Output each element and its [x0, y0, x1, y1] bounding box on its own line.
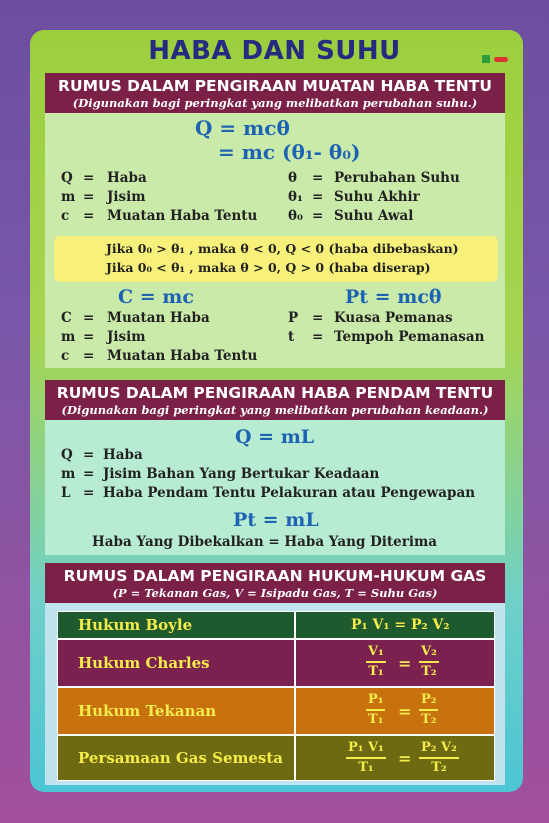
publisher-logo — [482, 55, 512, 69]
section2-eq2: Pt = mL — [233, 509, 319, 531]
var-desc: Haba — [107, 170, 147, 186]
equals-sign: = — [312, 208, 324, 224]
var-desc: Haba Pendam Tentu Pelakuran atau Pengewapan — [103, 485, 476, 501]
section3-subheading: (P = Tekanan Gas, V = Isipadu Gas, T = Suhu Gas) — [112, 586, 438, 600]
formula-right-fraction: $\frac{\text{P₂ V₂}}{\text{T₂}}$ — [421, 740, 457, 775]
var-symbol: m — [61, 466, 76, 482]
var-desc: Haba — [103, 447, 143, 463]
var-desc: Muatan Haba Tentu — [107, 348, 258, 364]
var-desc: Tempoh Pemanasan — [334, 329, 485, 345]
section2-heading: RUMUS DALAM PENGIRAAN HABA PENDAM TENTU — [56, 384, 494, 402]
equals-sign: = — [83, 466, 95, 482]
var-symbol: C — [61, 310, 72, 326]
section3-header — [45, 563, 505, 603]
equals-sign: = — [83, 310, 95, 326]
gas-law-row-boyle — [57, 611, 495, 639]
var-symbol: P — [288, 310, 299, 326]
equals-sign: = — [83, 447, 95, 463]
var-symbol: m — [61, 189, 76, 205]
formula-right-fraction: $\frac{\text{P₂}}{\text{T₂}}$ — [421, 692, 437, 727]
var-symbol: Q — [61, 170, 73, 186]
var-symbol: c — [61, 348, 70, 364]
section2-subheading: (Digunakan bagi peringkat yang melibatkan perubahan keadaan.) — [61, 403, 489, 417]
var-symbol: θ₁ — [288, 189, 303, 205]
equals-sign: = — [83, 189, 95, 205]
section1-subheading: (Digunakan bagi peringkat yang melibatkan perubahan suhu.) — [72, 96, 478, 110]
var-symbol: Q — [61, 447, 73, 463]
var-desc: Jisim Bahan Yang Bertukar Keadaan — [103, 466, 380, 482]
gas-law-name: Hukum Boyle — [78, 616, 193, 634]
equals-sign: = — [312, 170, 324, 186]
var-desc: Perubahan Suhu — [334, 170, 460, 186]
equals-sign: = — [83, 485, 95, 501]
var-desc: Suhu Awal — [334, 208, 414, 224]
var-symbol: c — [61, 208, 70, 224]
var-symbol: m — [61, 329, 76, 345]
note-line-1: Jika 0₀ > θ₁ , maka θ < 0, Q < 0 (haba dibebaskan) — [106, 241, 459, 256]
sign-note-box — [54, 236, 498, 282]
section1-heading: RUMUS DALAM PENGIRAAN MUATAN HABA TENTU — [58, 77, 492, 95]
equals-sign: = — [312, 189, 324, 205]
gas-law-row-pressure — [57, 687, 495, 735]
section1-eq4: Pt = mcθ — [345, 286, 442, 308]
equals-sign: = — [312, 329, 324, 345]
equals-sign: = — [83, 170, 95, 186]
formula-right-fraction: $\frac{\text{V₂}}{\text{T₂}}$ — [421, 644, 437, 679]
formula-equals: = — [398, 702, 412, 721]
var-symbol: L — [61, 485, 71, 501]
gas-law-name: Persamaan Gas Semesta — [78, 749, 284, 767]
note-line-2: Jika 0₀ < θ₁ , maka θ > 0, Q > 0 (haba diserap) — [106, 260, 431, 275]
equals-sign: = — [83, 348, 95, 364]
formula-equals: = — [398, 654, 412, 673]
heat-balance-statement: Haba Yang Dibekalkan = Haba Yang Diterima — [92, 534, 438, 550]
gas-law-name: Hukum Charles — [78, 654, 210, 672]
page-title: HABA DAN SUHU — [148, 36, 401, 66]
section1-eq1: Q = mcθ — [195, 116, 290, 140]
section1-header — [45, 73, 505, 113]
var-desc: Muatan Haba Tentu — [107, 208, 258, 224]
section2-eq1: Q = mL — [235, 426, 315, 448]
gas-law-formula: P₁ V₁ = P₂ V₂ — [351, 617, 450, 633]
equals-sign: = — [83, 208, 95, 224]
var-symbol: θ₀ — [288, 208, 303, 224]
var-symbol: t — [288, 329, 295, 345]
gas-law-row-universal — [57, 735, 495, 781]
formula-left-fraction: $\frac{\text{P₁ V₁}}{\text{T₁}}$ — [348, 740, 384, 775]
section2-header — [45, 380, 505, 420]
var-desc: Muatan Haba — [107, 310, 210, 326]
var-desc: Jisim — [107, 329, 146, 345]
var-desc: Jisim — [107, 189, 146, 205]
var-desc: Suhu Akhir — [334, 189, 420, 205]
section3-heading: RUMUS DALAM PENGIRAAN HUKUM-HUKUM GAS — [63, 567, 487, 585]
gas-law-name: Hukum Tekanan — [78, 702, 217, 720]
formula-equals: = — [398, 749, 412, 768]
var-desc: Kuasa Pemanas — [334, 310, 453, 326]
var-symbol: θ — [288, 170, 298, 186]
section1-eq2: = mc (θ₁- θ₀) — [218, 140, 361, 164]
equals-sign: = — [83, 329, 95, 345]
equals-sign: = — [312, 310, 324, 326]
gas-law-row-charles — [57, 639, 495, 687]
formula-left-fraction: $\frac{\text{P₁}}{\text{T₁}}$ — [368, 692, 384, 727]
formula-left-fraction: $\frac{\text{V₁}}{\text{T₁}}$ — [368, 644, 384, 679]
section1-eq3: C = mc — [118, 286, 194, 308]
